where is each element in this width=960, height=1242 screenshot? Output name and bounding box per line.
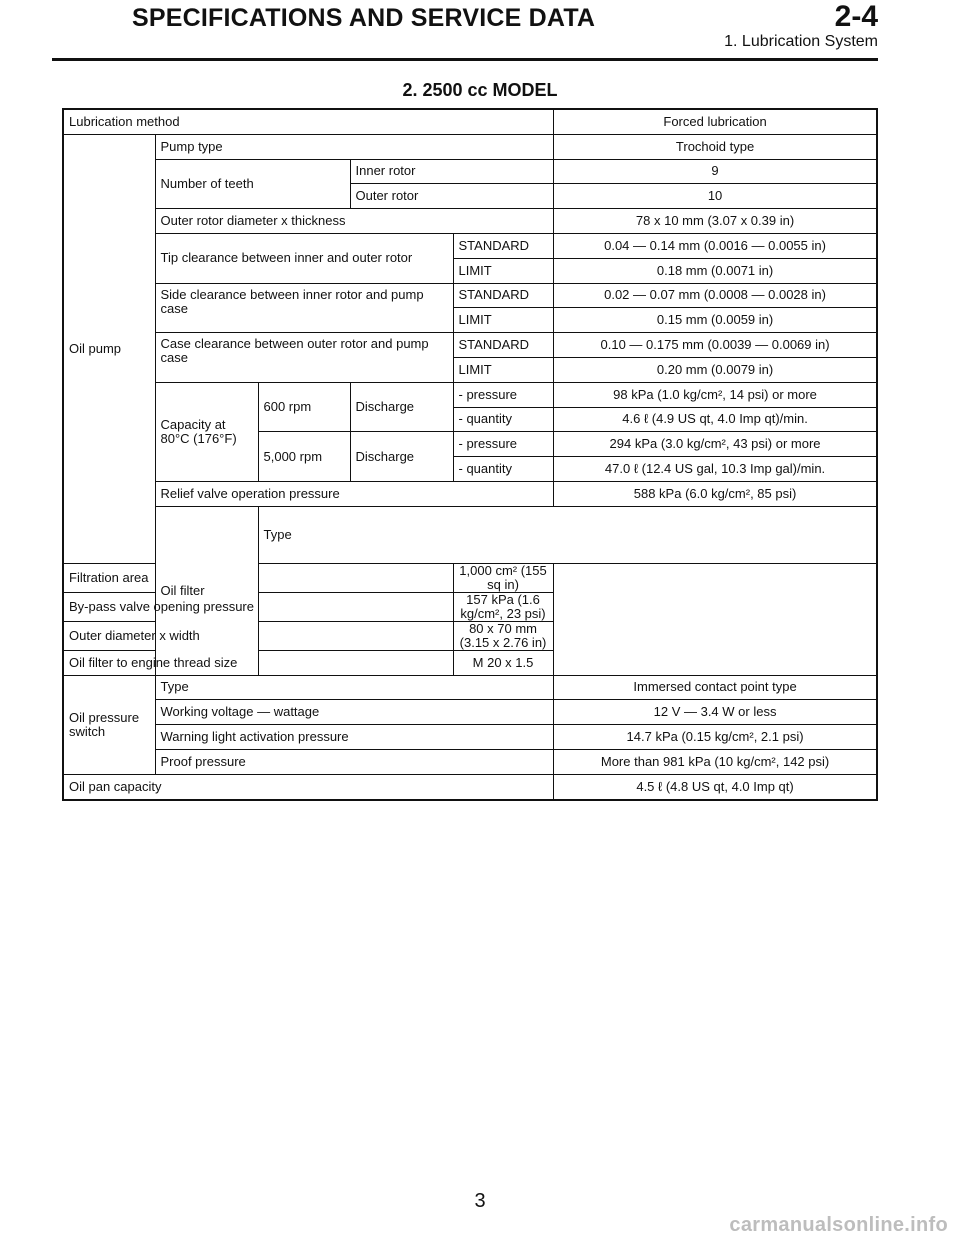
spec-table <box>62 108 878 801</box>
sublabel-cell: STANDARD <box>453 233 553 258</box>
sublabel-cell: LIMIT <box>453 258 553 283</box>
value-cell: 588 kPa (6.0 kg/cm², 85 psi) <box>553 481 877 506</box>
label-cell: Pump type <box>155 134 553 159</box>
table-row <box>63 109 877 134</box>
value-cell: 4.6 ℓ (4.9 US qt, 4.0 Imp qt)/min. <box>553 407 877 432</box>
value-cell: 4.5 ℓ (4.8 US qt, 4.0 Imp qt) <box>553 774 877 799</box>
label-cell: Working voltage — wattage <box>155 700 553 725</box>
sublabel-cell: Outer rotor <box>350 184 553 209</box>
discharge-cell: Discharge <box>350 382 453 432</box>
oil-pump-group-label: Oil pump <box>63 134 155 563</box>
value-cell: Trochoid type <box>553 134 877 159</box>
table-row <box>63 774 877 799</box>
table-row <box>63 675 877 700</box>
label-cell: Outer diameter x width <box>63 621 453 650</box>
value-cell: 80 x 70 mm (3.15 x 2.76 in) <box>453 621 553 650</box>
value-cell: 0.15 mm (0.0059 in) <box>553 308 877 333</box>
label-cell: Warning light activation pressure <box>155 725 553 750</box>
sublabel-cell: STANDARD <box>453 333 553 358</box>
table-row <box>63 481 877 506</box>
label-cell: Relief valve operation pressure <box>155 481 553 506</box>
label-cell: Number of teeth <box>155 159 350 209</box>
page-header <box>52 0 878 61</box>
value-cell: M 20 x 1.5 <box>453 650 553 675</box>
label-cell: Type <box>258 506 877 563</box>
label-cell: Side clearance between inner rotor and pump case <box>155 283 453 333</box>
label-cell: Type <box>155 675 553 700</box>
sublabel-cell: Inner rotor <box>350 159 553 184</box>
value-cell: 0.04 — 0.14 mm (0.0016 — 0.0055 in) <box>553 233 877 258</box>
table-row <box>63 134 877 159</box>
value-cell: 12 V — 3.4 W or less <box>553 700 877 725</box>
discharge-cell: Discharge <box>350 432 453 482</box>
header-section-number: 2-4 <box>834 0 878 33</box>
header-subtitle: 1. Lubrication System <box>724 33 878 50</box>
table-row <box>63 700 877 725</box>
table-row <box>63 621 877 650</box>
value-cell: 294 kPa (3.0 kg/cm², 43 psi) or more <box>553 432 877 457</box>
label-cell: Oil pan capacity <box>63 774 553 799</box>
table-row <box>63 283 877 308</box>
value-cell: 0.10 — 0.175 mm (0.0039 — 0.0069 in) <box>553 333 877 358</box>
label-cell: Proof pressure <box>155 749 553 774</box>
sublabel-cell: - pressure <box>453 382 553 407</box>
value-cell: 0.02 — 0.07 mm (0.0008 — 0.0028 in) <box>553 283 877 308</box>
sublabel-cell: LIMIT <box>453 308 553 333</box>
value-cell: 78 x 10 mm (3.07 x 0.39 in) <box>553 209 877 234</box>
label-cell: Lubrication method <box>63 109 553 134</box>
table-row <box>63 209 877 234</box>
table-row <box>63 382 877 407</box>
sublabel-cell: - quantity <box>453 407 553 432</box>
sublabel-cell: LIMIT <box>453 357 553 382</box>
oil-pressure-switch-group-label: Oil pressure switch <box>63 675 155 774</box>
page-number: 3 <box>474 1190 486 1212</box>
capacity-label: Capacity at 80°C (176°F) <box>155 382 258 481</box>
label-cell: Filtration area <box>63 563 453 592</box>
label-cell: Outer rotor diameter x thickness <box>155 209 553 234</box>
page-title: 2. 2500 cc MODEL <box>402 80 558 100</box>
table-row <box>63 506 877 563</box>
table-row <box>63 159 877 184</box>
sublabel-cell: - quantity <box>453 457 553 482</box>
table-row <box>63 650 877 675</box>
table-row <box>63 749 877 774</box>
table-row <box>63 333 877 358</box>
rpm-cell: 600 rpm <box>258 382 350 432</box>
table-row <box>63 725 877 750</box>
value-cell: 10 <box>553 184 877 209</box>
value-cell: 98 kPa (1.0 kg/cm², 14 psi) or more <box>553 382 877 407</box>
label-cell: Case clearance between outer rotor and pump case <box>155 333 453 383</box>
value-cell: Immersed contact point type <box>553 675 877 700</box>
value-cell: 0.18 mm (0.0071 in) <box>553 258 877 283</box>
value-cell: 0.20 mm (0.0079 in) <box>553 357 877 382</box>
header-title: SPECIFICATIONS AND SERVICE DATA <box>132 4 596 32</box>
oil-filter-group-label: Oil filter <box>155 506 258 675</box>
value-cell: 9 <box>553 159 877 184</box>
value-cell: Forced lubrication <box>553 109 877 134</box>
value-cell: 1,000 cm² (155 sq in) <box>453 563 553 592</box>
sublabel-cell: - pressure <box>453 432 553 457</box>
label-cell: By-pass valve opening pressure <box>63 592 453 621</box>
value-cell: 47.0 ℓ (12.4 US gal, 10.3 Imp gal)/min. <box>553 457 877 482</box>
value-cell: 157 kPa (1.6 kg/cm², 23 psi) <box>453 592 553 621</box>
value-cell: More than 981 kPa (10 kg/cm², 142 psi) <box>553 749 877 774</box>
table-row <box>63 233 877 258</box>
label-cell: Oil filter to engine thread size <box>63 650 453 675</box>
label-cell: Tip clearance between inner and outer rotor <box>155 233 453 283</box>
sublabel-cell: STANDARD <box>453 283 553 308</box>
watermark: carmanualsonline.info <box>729 1214 948 1236</box>
value-cell: 14.7 kPa (0.15 kg/cm², 2.1 psi) <box>553 725 877 750</box>
rpm-cell: 5,000 rpm <box>258 432 350 482</box>
